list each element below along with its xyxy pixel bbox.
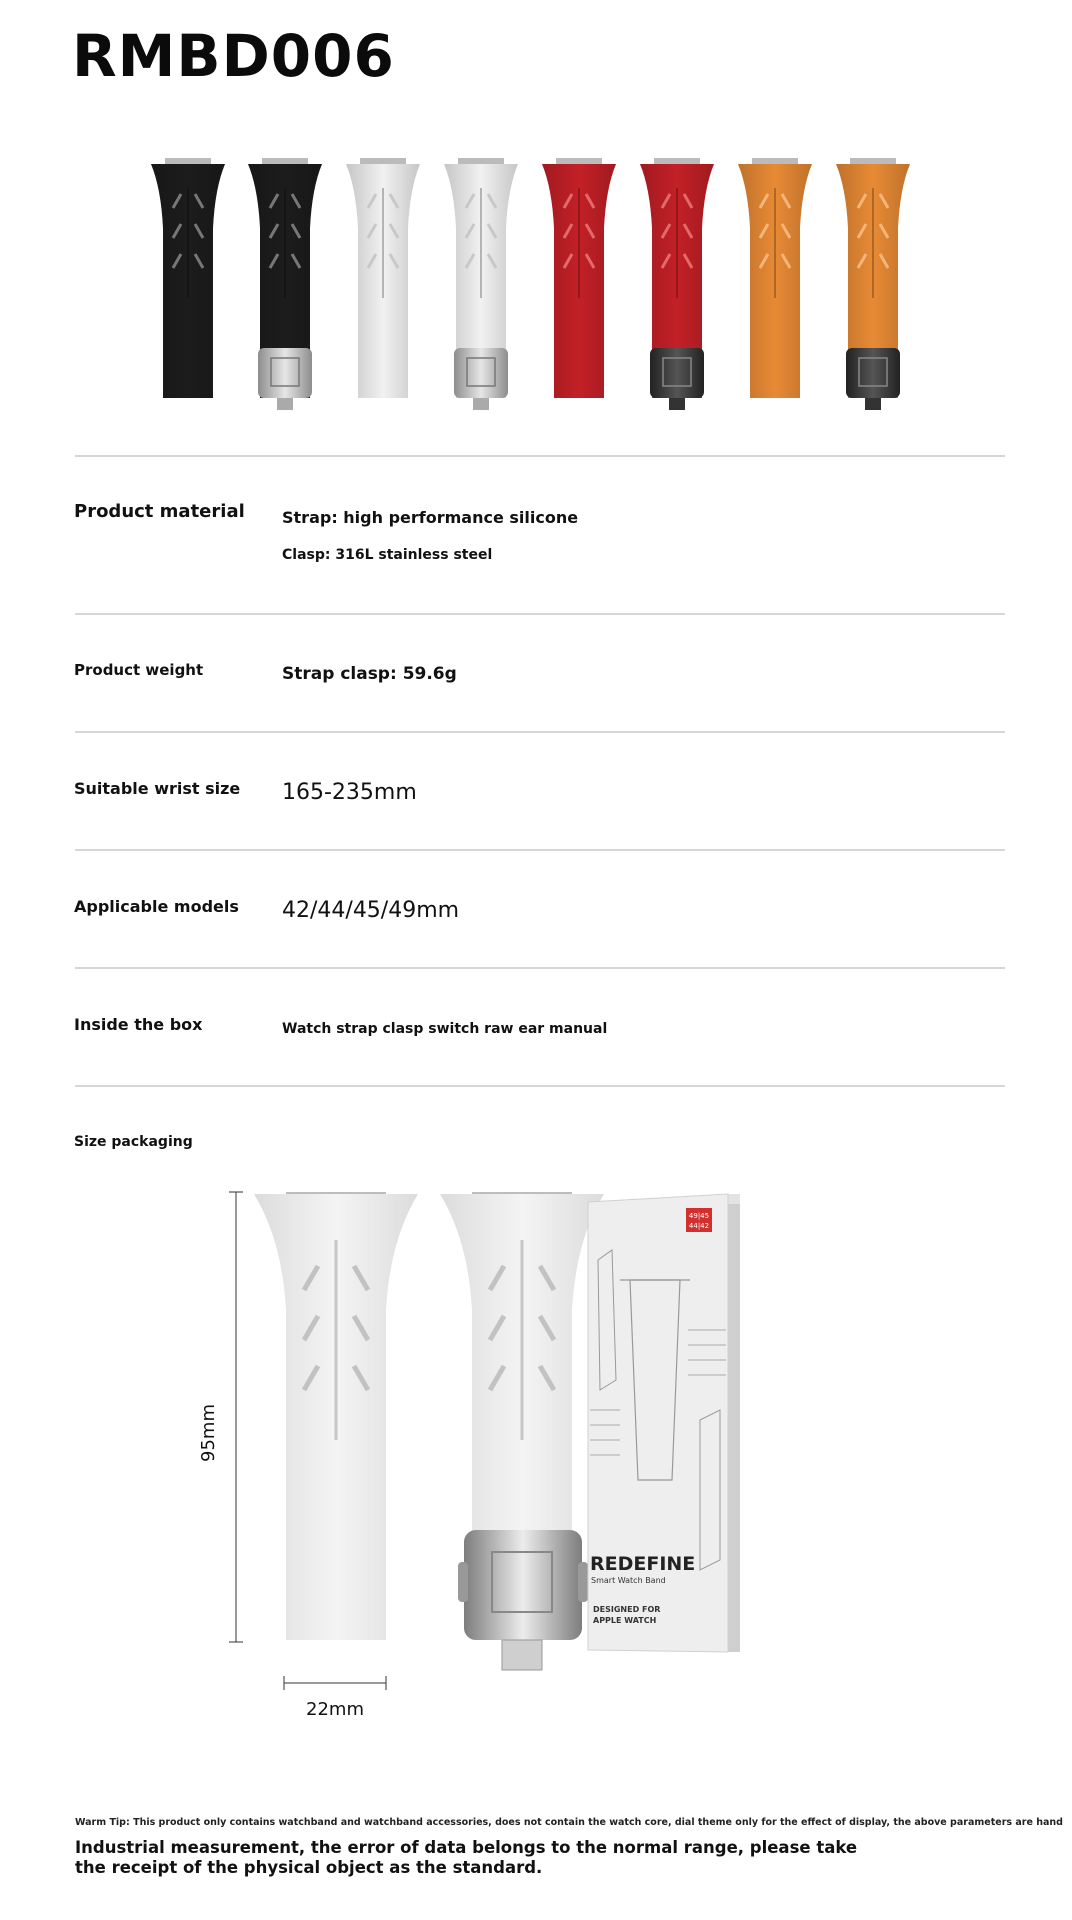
strap-white-silver-clasp: [444, 158, 518, 410]
weight-label: Product weight: [74, 661, 204, 679]
weight-value: Strap clasp: 59.6g: [282, 664, 457, 684]
wrist-value: 165-235mm: [282, 780, 417, 805]
page-title: RMBD006: [72, 22, 395, 90]
divider: [75, 613, 1005, 615]
strap-white: [346, 158, 420, 398]
strap-color-lineup: [146, 158, 926, 428]
models-label: Applicable models: [74, 897, 239, 916]
strap-black: [151, 158, 225, 398]
packaging-box: [588, 1194, 740, 1652]
size-label: Size packaging: [74, 1134, 193, 1150]
material-label: Product material: [74, 501, 245, 522]
disclaimer-text: Industrial measurement, the error of data belongs to the normal range, please take the receipt of the physical object as the standard.: [75, 1838, 858, 1877]
box-designed-for: DESIGNED FOR: [593, 1605, 661, 1614]
strap-with-clasp-view: [440, 1192, 604, 1670]
box-brand: REDEFINE: [590, 1553, 696, 1575]
models-value: 42/44/45/49mm: [282, 898, 460, 923]
box-label: Inside the box: [74, 1015, 203, 1034]
wrist-label: Suitable wrist size: [74, 779, 241, 798]
strap-front-view: [254, 1192, 418, 1640]
divider: [75, 1085, 1005, 1087]
warm-tip-text: Warm Tip: This product only contains watchband and watchband accessories, does not contain the watch core, dial theme only for the effect of display, the above parameters are hand: [75, 1817, 1063, 1828]
divider: [75, 731, 1005, 733]
size-packaging-illustration: [180, 1180, 920, 1740]
strap-red-black-clasp: [640, 158, 714, 410]
box-apple-watch: APPLE WATCH: [593, 1616, 657, 1625]
width-dimension: 22mm: [306, 1699, 364, 1720]
height-dimension: 95mm: [198, 1404, 219, 1462]
box-size-tag-bottom: 44|42: [688, 1222, 710, 1230]
divider: [75, 455, 1005, 457]
divider: [75, 849, 1005, 851]
box-value: Watch strap clasp switch raw ear manual: [282, 1021, 608, 1037]
strap-orange-black-clasp: [836, 158, 910, 410]
strap-black-silver-clasp: [248, 158, 322, 410]
box-size-tag-top: 49|45: [688, 1212, 710, 1220]
material-clasp-value: Clasp: 316L stainless steel: [282, 547, 493, 563]
strap-red: [542, 158, 616, 398]
strap-orange: [738, 158, 812, 398]
box-subtitle: Smart Watch Band: [591, 1576, 666, 1585]
divider: [75, 967, 1005, 969]
material-strap-value: Strap: high performance silicone: [282, 508, 579, 527]
